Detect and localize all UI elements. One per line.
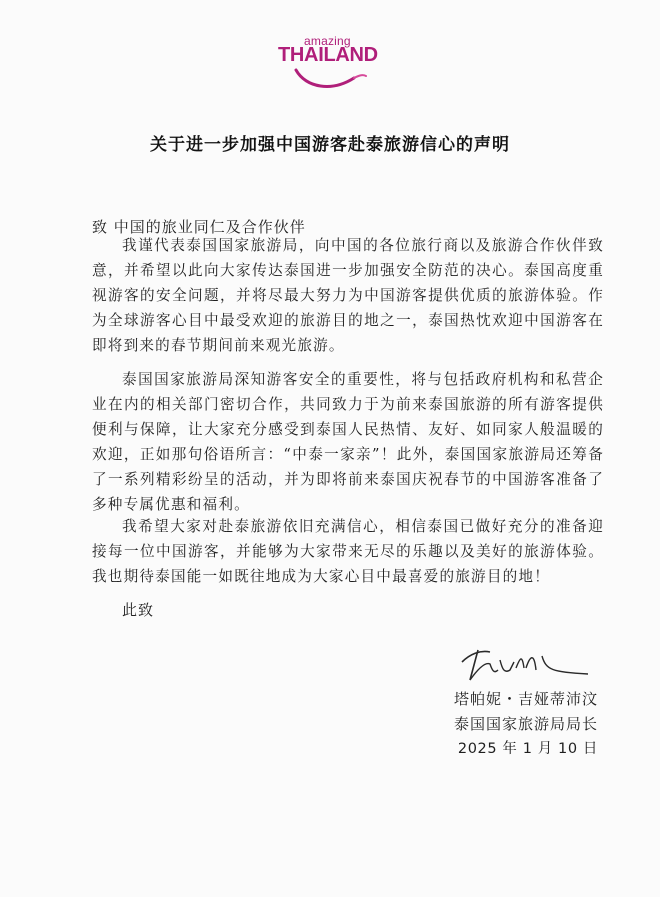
handwritten-signature <box>456 640 596 690</box>
signer-name: 塔帕妮・吉娅蒂沛汶 <box>453 690 598 708</box>
closing: 此致 <box>122 601 155 619</box>
logo-brand: THAILAND <box>278 44 378 66</box>
letter-title: 关于进一步加强中国游客赴泰旅游信心的声明 <box>150 135 510 155</box>
body-paragraph-1: 我谨代表泰国国家旅游局，向中国的各位旅行商以及旅游合作伙伴致意，并希望以此向大家传达泰国进一步加强安全防范的决心。泰国高度重视游客的安全问题，并将尽最大努力为中国游客提供优质的旅游体验。作为全球游客心目中最受欢迎的旅游目的地之一，泰国热忱欢迎中国游客在即将到来的春节期间前来观光旅游。 <box>92 237 604 354</box>
salutation: 致 中国的旅业同仁及合作伙伴 <box>92 218 306 236</box>
logo-swoosh-icon <box>292 66 372 92</box>
logo-tagline: amazing <box>304 34 351 48</box>
signer-title: 泰国国家旅游局局长 <box>453 715 598 733</box>
letter-date: 2025 年 1 月 10 日 <box>457 741 598 757</box>
body-paragraph-3: 我希望大家对赴泰旅游依旧充满信心，相信泰国已做好充分的准备迎接每一位中国游客，并能够为大家带来无尽的乐趣以及美好的旅游体验。我也期待泰国能一如既往地成为大家心目中最喜爱的旅游目的地！ <box>92 518 604 585</box>
amazing-thailand-logo <box>278 28 388 96</box>
body-paragraph-2: 泰国国家旅游局深知游客安全的重要性，将与包括政府机构和私营企业在内的相关部门密切合作，共同致力于为前来泰国旅游的所有游客提供便利与保障，让大家充分感受到泰国人民热情、友好、如同家人般温暖的欢迎，正如那句俗语所言：“中泰一家亲”！此外，泰国国家旅游局还筹备了一系列精彩纷呈的活动，并为即将前来泰国庆祝春节的中国游客准备了多种专属优惠和福利。 <box>92 371 604 513</box>
